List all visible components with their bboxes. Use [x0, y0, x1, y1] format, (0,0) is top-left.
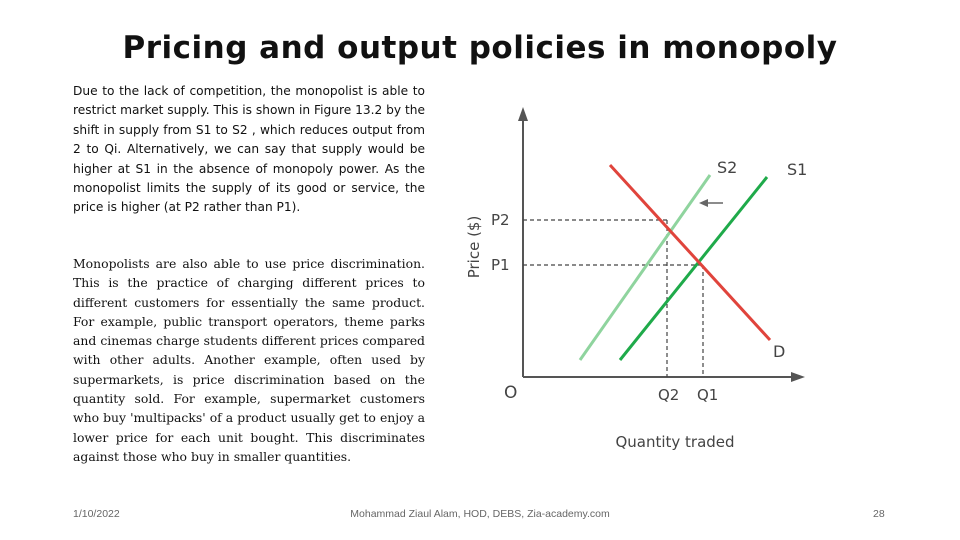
y-axis-label: Price ($) — [465, 215, 483, 279]
footer-author: Mohammad Ziaul Alam, HOD, DEBS, Zia-academy.com — [350, 508, 610, 520]
supply-curve-s1 — [620, 177, 767, 360]
footer-date: 1/10/2022 — [73, 508, 120, 520]
demand-label: D — [773, 342, 786, 361]
demand-curve — [610, 165, 770, 340]
p2-label: P2 — [491, 211, 510, 229]
s2-label: S2 — [717, 158, 738, 177]
footer-page-number: 28 — [873, 508, 885, 520]
s1-label: S1 — [787, 160, 808, 179]
q2-label: Q2 — [658, 386, 680, 404]
slide-title: Pricing and output policies in monopoly — [122, 30, 838, 66]
x-axis-label: Quantity traded — [615, 433, 735, 451]
q1-label: Q1 — [697, 386, 719, 404]
p1-label: P1 — [491, 256, 510, 274]
y-axis-arrowhead — [518, 107, 528, 121]
paragraph-price-discrimination: Monopolists are also able to use price discrimination. This is the practice of charging different prices to different customers for essentially the same product. For example, public transport operators, theme parks and cinemas charge students different prices compared with other adults. Another example, often used by supermarkets, is price discrimination based on the quantity sold. For example, supermarket customers who buy 'multipacks' of a product usually get to enjoy a lower price for each unit bought. This discriminates against those who buy in smaller quantities. — [73, 256, 425, 464]
x-axis-arrowhead — [791, 372, 805, 382]
monopoly-supply-diagram — [455, 95, 815, 465]
shift-arrow-head — [699, 199, 708, 207]
origin-label: O — [504, 383, 518, 403]
paragraph-supply-restriction: Due to the lack of competition, the monopolist is able to restrict market supply. This is shown in Figure 13.2 by the shift in supply from S1 to S2 , which reduces output from 2 to Qi. Alternatively, we can say that supply would be higher at S1 in the absence of monopoly power. As the monopolist limits the supply of its good or service, the price is higher (at P2 rather than P1). — [73, 84, 425, 215]
